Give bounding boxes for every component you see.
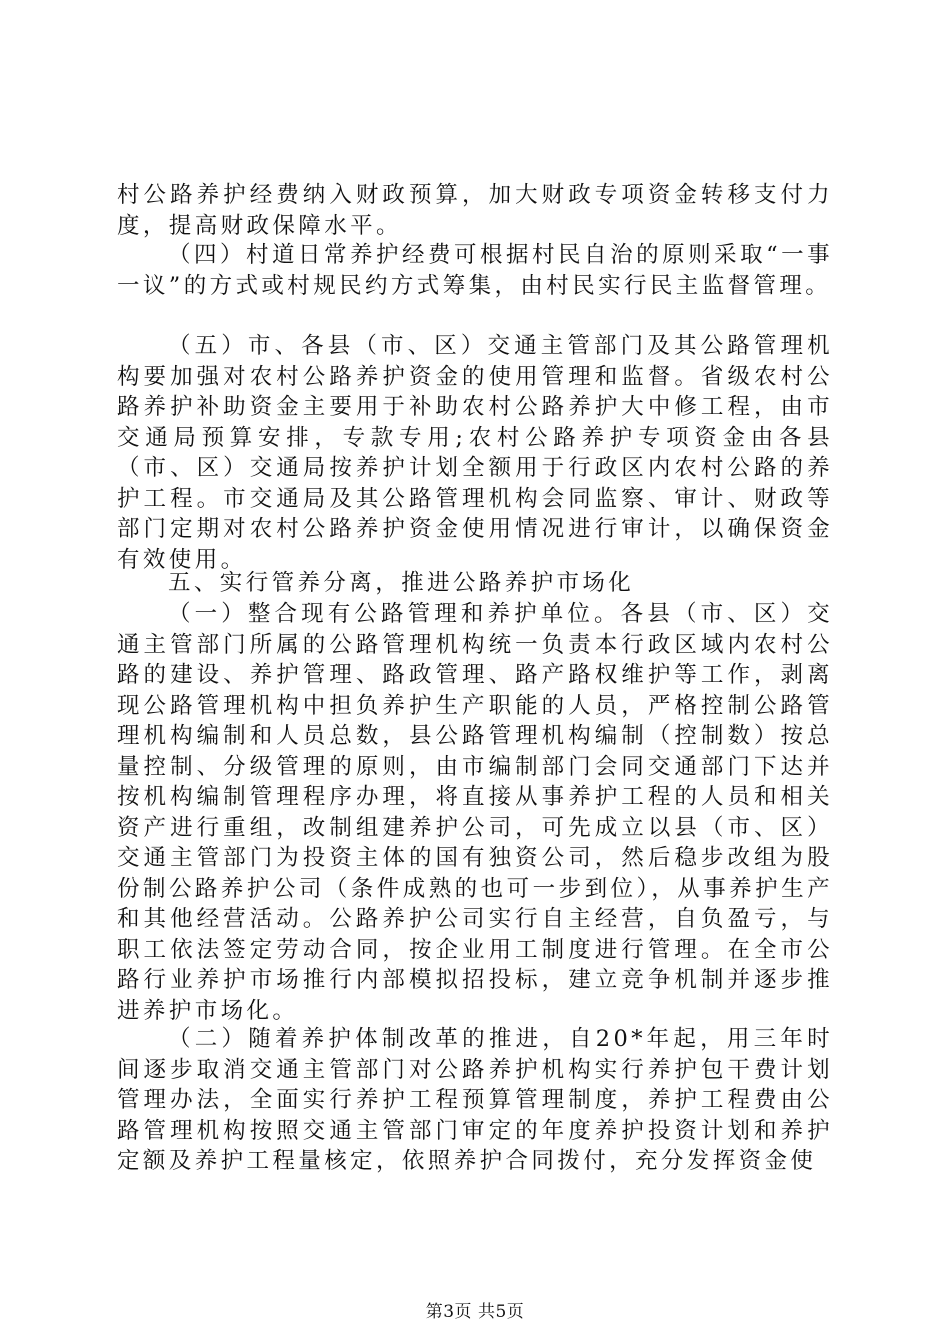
paragraph-item-4: （四）村道日常养护经费可根据村民自治的原则采取“一事一议”的方式或村规民约方式筹集，由村民实行民主监督管理。 (117, 242, 833, 299)
page-footer: 第3页 共5页 (425, 1302, 525, 1322)
paragraph-section5-item-1: （一）整合现有公路管理和养护单位。各县（市、区）交通主管部门所属的公路管理机构统一负责本行政区域内农村公路的建设、养护管理、路政管理、路产路权维护等工作，剥离现公路管理机构中担负养护生产职能的人员，严格控制公路管理机构编制和人员总数，县公路管理机构编制（控制数）按总量控制、分级管理的原则，由市编制部门会同交通部门下达并按机构编制管理程序办理，将直接从事养护工程的人员和相关资产进行重组，改制组建养护公司，可先成立以县（市、区）交通主管部门为投资主体的国有独资公司，然后稳步改组为股份制公路养护公司（条件成熟的也可一步到位），从事养护生产和其他经营活动。公路养护公司实行自主经营，自负盈亏，与职工依法签定劳动合同，按企业用工制度进行管理。在全市公路行业养护市场推行内部模拟招投标，建立竞争机制并逐步推进养护市场化。 (117, 601, 833, 1024)
paragraph-continuation: 村公路养护经费纳入财政预算，加大财政专项资金转移支付力度，提高财政保障水平。 (117, 182, 833, 239)
paragraph-item-5: （五）市、各县（市、区）交通主管部门及其公路管理机构要加强对农村公路养护资金的使用管理和监督。省级农村公路养护补助资金主要用于补助农村公路养护大中修工程，由市交通局预算安排，专款专用;农村公路养护专项资金由各县（市、区）交通局按养护计划全额用于行政区内农村公路的养护工程。市交通局及其公路管理机构会同监察、审计、财政等部门定期对农村公路养护资金使用情况进行审计，以确保资金有效使用。 (117, 333, 833, 573)
paragraph-section5-item-2: （二）随着养护体制改革的推进，自20*年起，用三年时间逐步取消交通主管部门对公路养护机构实行养护包干费计划管理办法，全面实行养护工程预算管理制度，养护工程费由公路管理机构按照交通主管部门审定的年度养护投资计划和养护定额及养护工程量核定，依照养护合同拨付，充分发挥资金使 (117, 1026, 833, 1174)
section-heading-5: 五、实行管养分离，推进公路养护市场化 (168, 570, 635, 596)
